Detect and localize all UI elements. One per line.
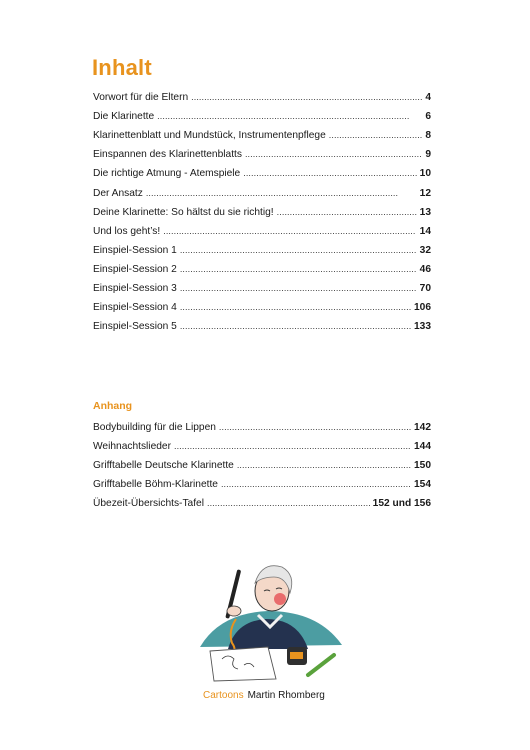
toc-entry: [93, 257, 431, 276]
toc-entry: [93, 104, 431, 123]
dot-leader: [146, 187, 417, 200]
toc-entry-label: Einspannen des Klarinettenblatts: [93, 149, 242, 161]
toc-main-list: [93, 85, 431, 333]
toc-entry-page: 144: [414, 441, 431, 453]
toc-entry-label: Vorwort für die Eltern: [93, 92, 189, 104]
dot-leader: [237, 459, 411, 472]
appendix-heading: Anhang: [93, 400, 133, 412]
toc-entry-page: 106: [414, 302, 431, 314]
dot-leader: [180, 282, 417, 295]
toc-entry-label: Bodybuilding für die Lippen: [93, 422, 216, 434]
toc-entry: [93, 161, 431, 180]
toc-entry-page: 14: [419, 225, 431, 237]
dot-leader: [207, 497, 370, 510]
toc-entry-label: Und los geht’s!: [93, 225, 161, 237]
dot-leader: [180, 244, 417, 257]
toc-entry-label: Die richtige Atmung - Atemspiele: [93, 168, 241, 180]
toc-entry-page: 9: [425, 149, 431, 161]
toc-entry-page: 13: [419, 206, 431, 218]
toc-entry: [93, 472, 431, 491]
dot-leader: [174, 440, 411, 453]
toc-entry-page: 152 und 156: [372, 498, 431, 510]
dot-leader: [191, 91, 422, 104]
dot-leader: [219, 421, 411, 434]
credit-name: Martin Rhomberg: [247, 690, 325, 701]
toc-entry: [93, 180, 431, 199]
toc-entry-label: Der Ansatz: [93, 187, 143, 199]
toc-entry: [93, 200, 431, 219]
toc-entry: [93, 219, 431, 238]
toc-entry-label: Übezeit-Übersichts-Tafel: [93, 498, 204, 510]
toc-entry-page: 8: [425, 130, 431, 142]
toc-entry-page: 133: [414, 321, 431, 333]
toc-entry: [93, 276, 431, 295]
toc-entry-label: Einspiel-Session 1: [93, 244, 177, 256]
green-pencil-icon: [308, 655, 334, 675]
toc-entry-label: Grifftabelle Deutsche Klarinette: [93, 460, 234, 472]
page-title: Inhalt: [92, 55, 152, 80]
toc-entry-page: 4: [425, 92, 431, 104]
toc-entry-label: Einspiel-Session 5: [93, 321, 177, 333]
dot-leader: [245, 148, 422, 161]
dot-leader: [163, 225, 416, 238]
toc-entry-label: Einspiel-Session 2: [93, 263, 177, 275]
dot-leader: [180, 320, 411, 333]
toc-entry-page: 10: [419, 168, 431, 180]
toc-entry: [93, 314, 431, 333]
dot-leader: [221, 478, 411, 491]
toc-entry-label: Weihnachtslieder: [93, 441, 171, 453]
illustration-credit: [203, 690, 325, 701]
credit-role: Cartoons: [203, 690, 244, 701]
toc-entry-label: Grifftabelle Böhm-Klarinette: [93, 479, 218, 491]
ink-label: [290, 652, 303, 659]
toc-entry: [93, 295, 431, 314]
toc-entry: [93, 434, 431, 453]
dot-leader: [329, 129, 423, 142]
toc-entry-label: Klarinettenblatt und Mundstück, Instrumentenpflege: [93, 130, 326, 142]
toc-entry: [93, 123, 431, 142]
toc-entry-page: 70: [419, 283, 431, 295]
dot-leader: [277, 206, 417, 219]
toc-entry-page: 32: [419, 244, 431, 256]
cartoon-illustration: [190, 555, 350, 683]
toc-entry: [93, 85, 431, 104]
toc-appendix-list: [93, 415, 431, 510]
red-cheek: [274, 593, 286, 605]
hand: [227, 606, 241, 616]
toc-entry-label: Einspiel-Session 4: [93, 302, 177, 314]
toc-entry-page: 46: [419, 263, 431, 275]
toc-entry: [93, 142, 431, 161]
dot-leader: [180, 263, 417, 276]
dot-leader: [243, 167, 416, 180]
toc-entry: [93, 491, 431, 510]
toc-entry: [93, 238, 431, 257]
dot-leader: [180, 301, 411, 314]
toc-entry-page: 6: [425, 111, 431, 123]
paper-sheet: [210, 647, 276, 681]
toc-entry-page: 150: [414, 460, 431, 472]
dot-leader: [157, 110, 422, 123]
toc-entry-page: 12: [419, 187, 431, 199]
toc-entry-page: 154: [414, 479, 431, 491]
toc-entry: [93, 453, 431, 472]
toc-entry: [93, 415, 431, 434]
toc-entry-label: Einspiel-Session 3: [93, 283, 177, 295]
toc-entry-label: Deine Klarinette: So hältst du sie richtig!: [93, 206, 274, 218]
toc-entry-label: Die Klarinette: [93, 111, 155, 123]
toc-entry-page: 142: [414, 422, 431, 434]
